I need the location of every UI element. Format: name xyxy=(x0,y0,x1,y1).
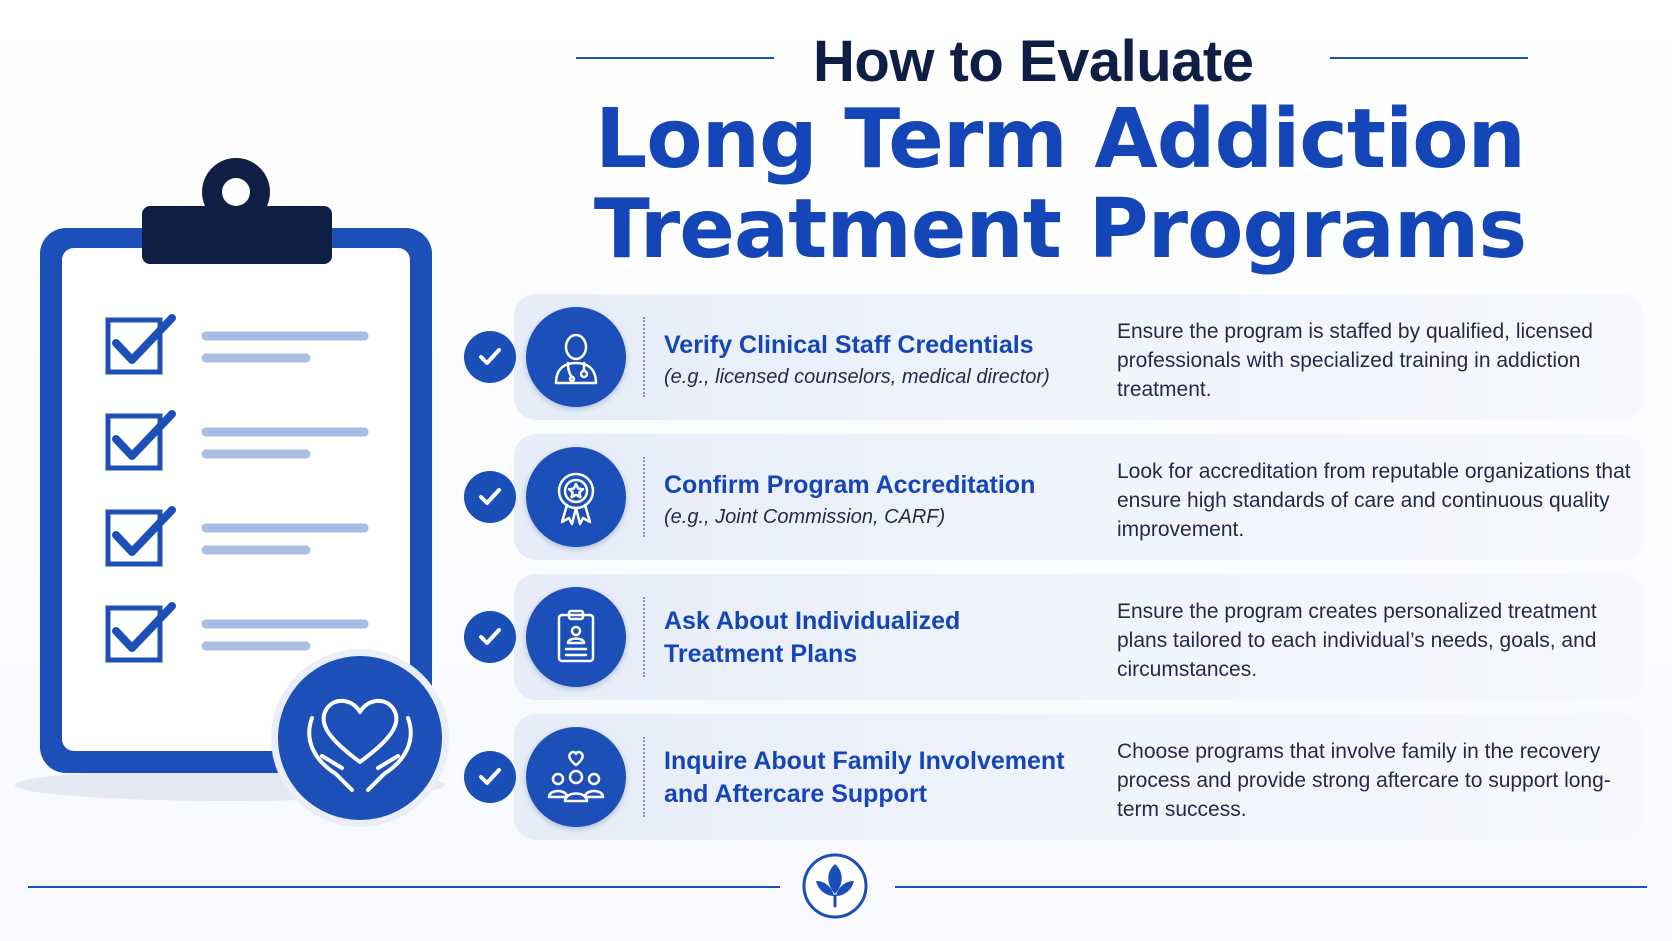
checkmark-icon xyxy=(464,611,516,663)
criteria-subtitle: (e.g., Joint Commission, CARF) xyxy=(664,506,946,528)
card-divider xyxy=(643,737,645,817)
header-rule-right xyxy=(1330,57,1528,59)
checkmark-icon xyxy=(464,751,516,803)
header-rule-left xyxy=(576,57,774,59)
card-divider xyxy=(643,457,645,537)
leaf-logo-icon xyxy=(801,852,869,920)
criteria-description: Ensure the program is staffed by qualified, licensed professionals with specialized training in addiction treatment. xyxy=(1117,320,1593,401)
heart-hands-icon xyxy=(271,649,449,827)
criteria-description: Ensure the program creates personalized treatment plans tailored to each individual’s needs, goals, and circumstances. xyxy=(1117,600,1597,681)
criteria-description: Choose programs that involve family in the recovery process and provide strong aftercare to support long-term success. xyxy=(1117,740,1611,821)
criteria-subtitle: (e.g., licensed counselors, medical director) xyxy=(664,366,1050,388)
treatment-plan-icon xyxy=(526,587,626,687)
title-line-2: Long Term Addiction xyxy=(595,92,1525,187)
footer-rule-left xyxy=(28,886,780,888)
criteria-title: Confirm Program Accreditation xyxy=(664,471,1036,499)
family-group-icon xyxy=(526,727,626,827)
doctor-icon xyxy=(526,307,626,407)
title-line-1: How to Evaluate xyxy=(813,29,1254,94)
checkmark-icon xyxy=(464,331,516,383)
criteria-description: Look for accreditation from reputable organizations that ensure high standards of care and continuous quality improvement. xyxy=(1117,460,1631,541)
criteria-title: Verify Clinical Staff Credentials xyxy=(664,331,1034,359)
title-line-3: Treatment Programs xyxy=(593,182,1527,277)
award-badge-icon xyxy=(526,447,626,547)
footer-rule-right xyxy=(895,886,1647,888)
card-divider xyxy=(643,597,645,677)
criteria-title: Ask About Individualized Treatment Plans xyxy=(664,607,961,668)
card-divider xyxy=(643,317,645,397)
clipboard-illustration xyxy=(0,150,470,830)
checkmark-icon xyxy=(464,471,516,523)
criteria-title: Inquire About Family Involvement and Aftercare Support xyxy=(664,747,1065,808)
